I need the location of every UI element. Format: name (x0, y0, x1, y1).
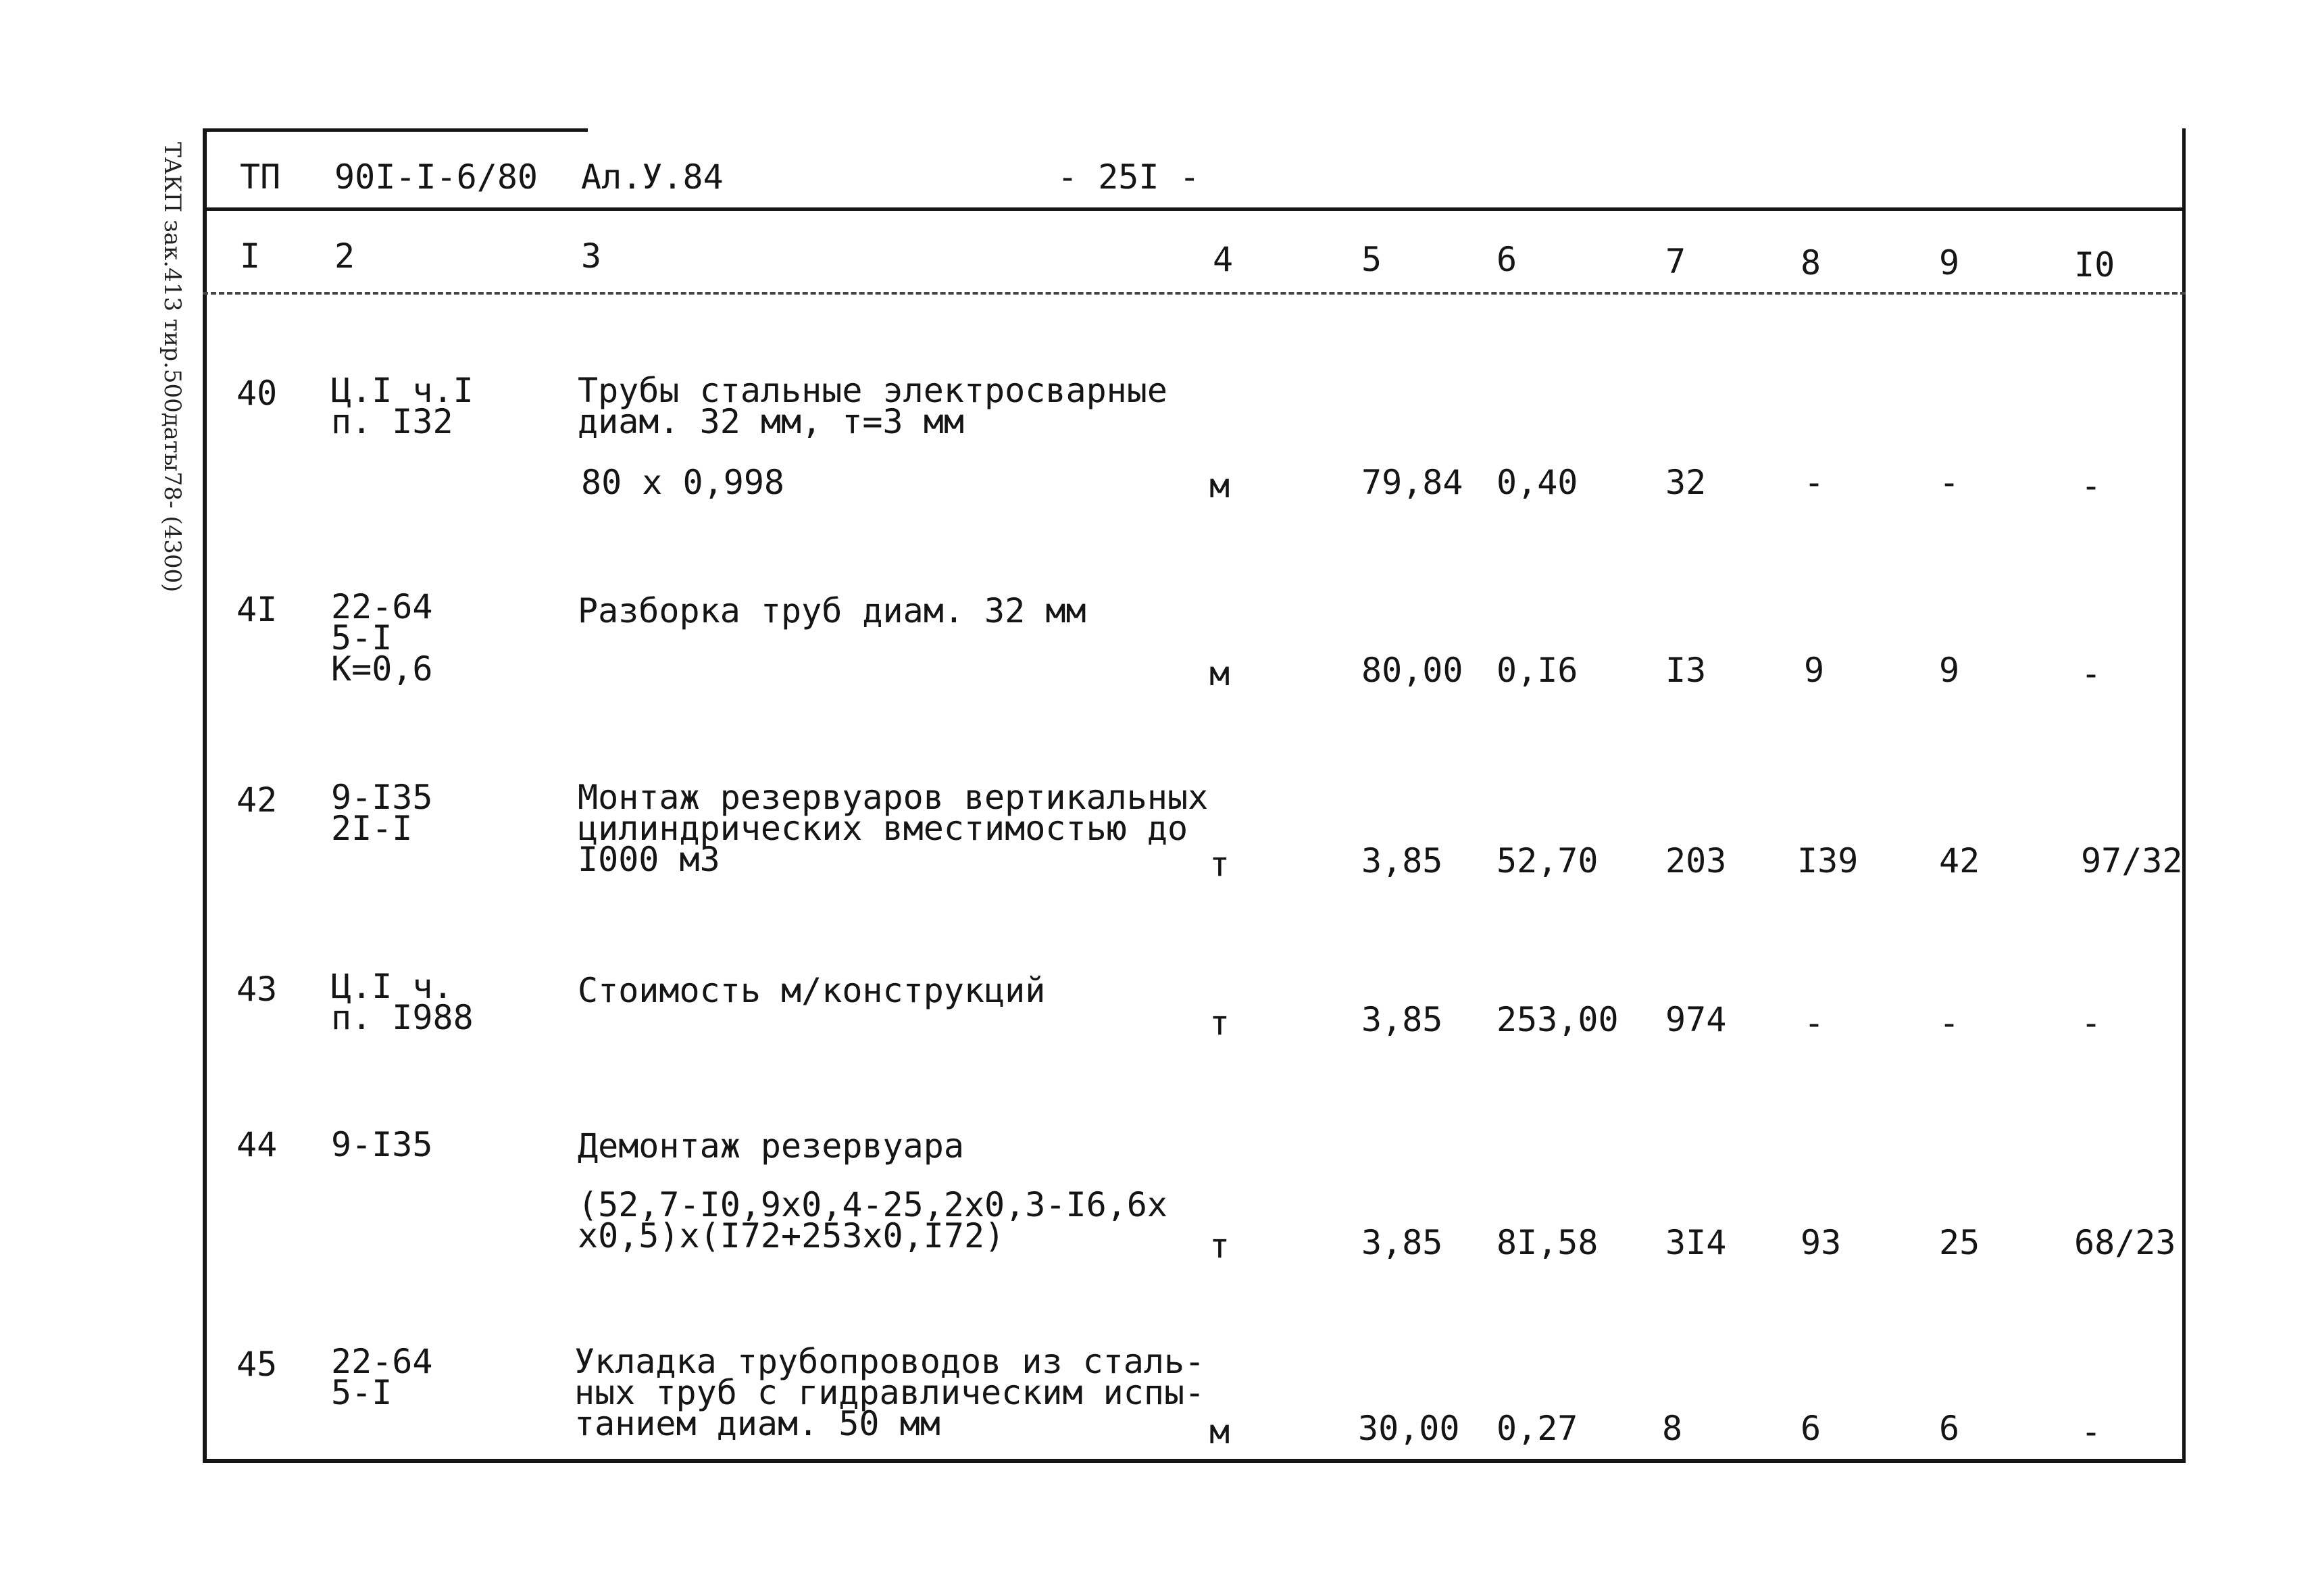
row-43-description: Стоимость м/конструкций (578, 971, 1046, 1010)
row-45-description: Укладка трубопроводов из сталь- ных труб с гидравлическим испы- танием диам. 50 мм (574, 1342, 1205, 1443)
row-44-quantity: 3,85 (1361, 1223, 1443, 1262)
side-stamp: ТАКП зак.413 тир.500даты78- (4300) (159, 142, 186, 593)
row-41-price: 0,I6 (1496, 651, 1578, 690)
row-44-col9: 25 (1939, 1223, 1980, 1262)
row-42-description: Монтаж резервуаров вертикальных цилиндрических вместимостью до I000 м3 (578, 778, 1209, 879)
row-42-col10: 97/32 (2081, 841, 2183, 880)
row-44-number: 44 (236, 1125, 278, 1164)
col-header-5: 5 (1361, 240, 1382, 279)
header-album: Ал.У.84 (581, 157, 724, 197)
row-42-col9: 42 (1939, 841, 1980, 880)
col-header-9: 9 (1939, 243, 1960, 282)
row-40-number: 40 (236, 374, 278, 413)
col-header-7: 7 (1665, 242, 1686, 281)
row-40-col8: - (1804, 463, 1825, 502)
row-42-unit: т (1209, 845, 1230, 884)
row-40-calculation: 80 х 0,998 (581, 463, 785, 502)
row-45-number: 45 (236, 1345, 278, 1384)
row-43-col9: - (1939, 1003, 1960, 1043)
row-45-quantity: 30,00 (1358, 1409, 1460, 1448)
row-42-code: 9-I35 2I-I (331, 778, 433, 848)
row-44-col8: 93 (1801, 1223, 1842, 1262)
col-header-3: 3 (581, 236, 602, 276)
row-44-price: 8I,58 (1496, 1223, 1599, 1262)
row-45-unit: м (1209, 1412, 1230, 1451)
row-42-quantity: 3,85 (1361, 841, 1443, 880)
row-43-total: 974 (1665, 1000, 1727, 1039)
header-rule (203, 207, 2186, 211)
row-45-price: 0,27 (1496, 1409, 1578, 1448)
col-header-8: 8 (1801, 243, 1821, 282)
row-41-unit: м (1209, 654, 1230, 693)
row-43-number: 43 (236, 970, 278, 1009)
row-42-total: 203 (1665, 841, 1727, 880)
row-45-code: 22-64 5-I (331, 1342, 433, 1412)
row-45-col8: 6 (1801, 1409, 1821, 1448)
header-doc-number: 90I-I-6/80 (334, 157, 538, 197)
col-header-4: 4 (1213, 240, 1234, 279)
row-44-total: 3I4 (1665, 1223, 1727, 1262)
col-header-1: I (240, 236, 261, 276)
row-41-col9: 9 (1939, 651, 1960, 690)
row-40-col9: - (1939, 463, 1960, 502)
row-41-description: Разборка труб диам. 32 мм (578, 591, 1086, 630)
row-43-col8: - (1804, 1003, 1825, 1043)
header-tp: ТП (240, 157, 281, 197)
row-41-quantity: 80,00 (1361, 651, 1463, 690)
row-43-quantity: 3,85 (1361, 1000, 1443, 1039)
row-40-description: Трубы стальные электросварные диам. 32 мм, т=3 мм (578, 371, 1167, 441)
row-40-code: Ц.I ч.I п. I32 (331, 371, 474, 441)
row-43-unit: т (1209, 1003, 1230, 1043)
row-44-code: 9-I35 (331, 1125, 433, 1164)
row-45-col9: 6 (1939, 1409, 1960, 1448)
row-45-col10: - (2081, 1412, 2102, 1451)
row-41-code: 22-64 5-I К=0,6 (331, 587, 433, 689)
row-41-col10: - (2081, 654, 2102, 693)
row-42-col8: I39 (1797, 841, 1859, 880)
col-header-2: 2 (334, 236, 355, 276)
column-header-rule (203, 292, 2186, 295)
row-40-quantity: 79,84 (1361, 463, 1463, 502)
row-42-price: 52,70 (1496, 841, 1599, 880)
col-header-10: I0 (2074, 245, 2115, 284)
row-44-unit: т (1209, 1226, 1230, 1266)
top-rule (203, 128, 588, 132)
header-page-number: - 25I - (1057, 157, 1200, 197)
row-43-col10: - (2081, 1003, 2102, 1043)
row-44-description: Демонтаж резервуара (578, 1126, 964, 1166)
row-42-number: 42 (236, 780, 278, 820)
row-41-col8: 9 (1804, 651, 1825, 690)
row-40-col10: - (2081, 466, 2102, 505)
row-44-calculation: (52,7-I0,9х0,4-25,2х0,3-I6,6х х0,5)х(I72+253х0,I72) (578, 1185, 1167, 1255)
row-40-unit: м (1209, 466, 1230, 505)
row-41-number: 4I (236, 590, 278, 629)
row-41-total: I3 (1665, 651, 1707, 690)
row-43-price: 253,00 (1496, 1000, 1619, 1039)
row-45-total: 8 (1662, 1409, 1683, 1448)
col-header-6: 6 (1496, 240, 1517, 279)
row-43-code: Ц.I ч. п. I988 (331, 967, 474, 1037)
row-40-total: 32 (1665, 463, 1707, 502)
row-40-price: 0,40 (1496, 463, 1578, 502)
row-44-col10: 68/23 (2074, 1223, 2176, 1262)
